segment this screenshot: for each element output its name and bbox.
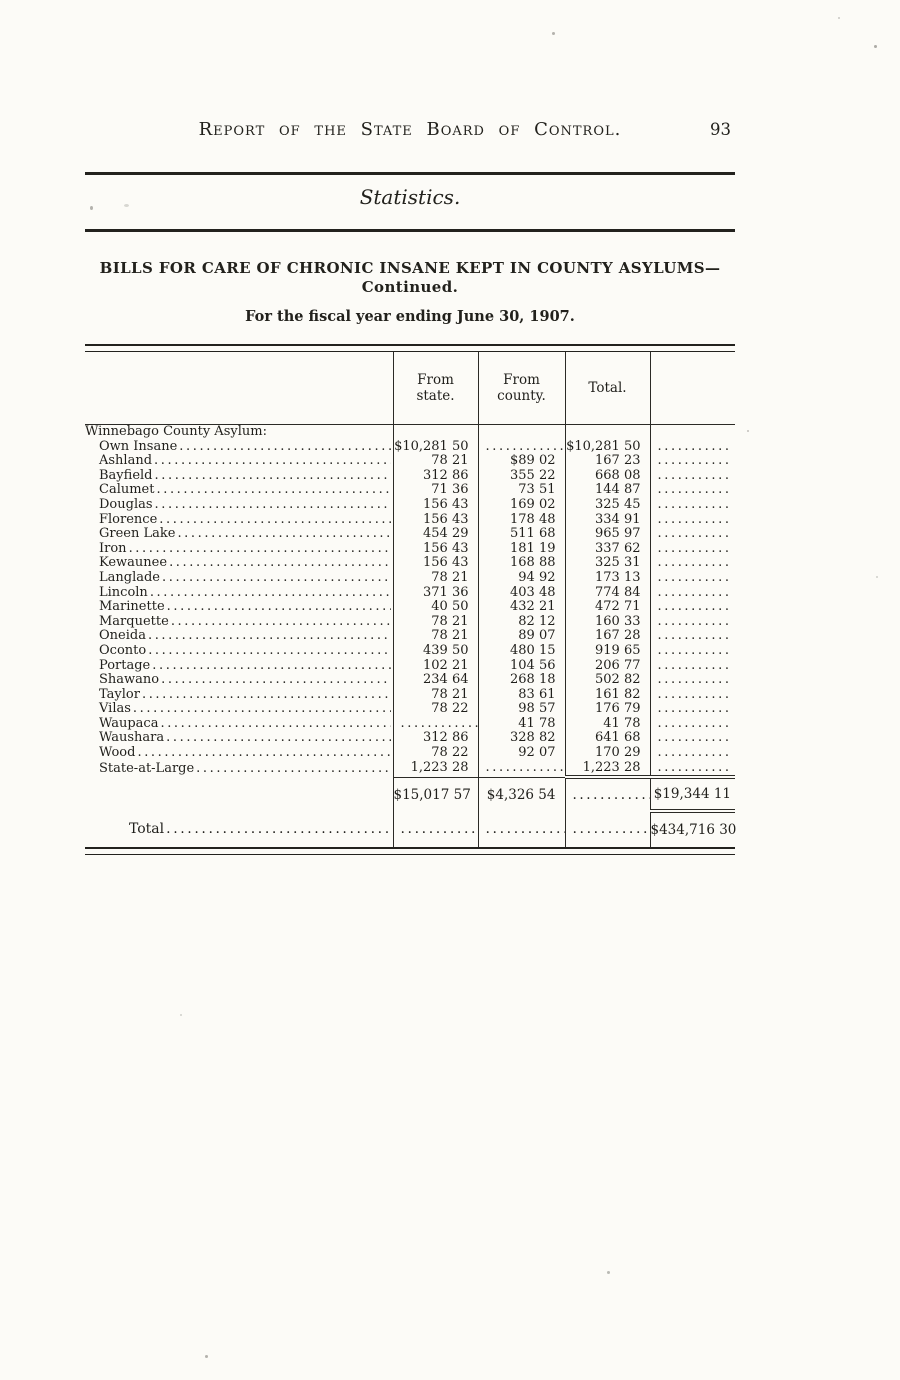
dot-leader <box>162 571 390 586</box>
header-row <box>85 352 735 425</box>
empty-cell <box>565 425 650 440</box>
from-state-cell: 78 22 <box>393 746 478 761</box>
from-county-cell: 432 21 <box>478 600 565 615</box>
table-row <box>85 702 735 717</box>
table-row <box>85 673 735 688</box>
from-county-cell <box>478 761 565 778</box>
from-state-cell <box>393 717 478 732</box>
group-header-label: Winnebago County Asylum: <box>85 425 267 439</box>
county-label: Florence <box>99 512 158 527</box>
from-county-cell: 104 56 <box>478 659 565 674</box>
county-label: Marinette <box>99 600 165 615</box>
from-state-cell: 312 86 <box>393 731 478 746</box>
scan-speck <box>747 430 749 432</box>
county-label-cell <box>85 483 393 498</box>
table-row <box>85 644 735 659</box>
from-county-cell: 355 22 <box>478 469 565 484</box>
scan-speck <box>124 204 129 207</box>
from-county-cell: 41 78 <box>478 717 565 732</box>
table-row <box>85 629 735 644</box>
table-row <box>85 615 735 630</box>
from-state-cell: 78 22 <box>393 702 478 717</box>
grand-cell <box>650 498 735 513</box>
dots-placeholder <box>479 440 565 455</box>
table-row <box>85 586 735 601</box>
table-row <box>85 761 735 778</box>
total-cell: 144 87 <box>565 483 650 498</box>
grand-cell <box>650 454 735 469</box>
grand-cell <box>650 761 735 778</box>
county-label: Portage <box>99 658 151 673</box>
table-row <box>85 440 735 455</box>
from-county-cell: $89 02 <box>478 454 565 469</box>
running-head <box>85 119 735 140</box>
county-label: Green Lake <box>99 527 176 542</box>
grand-cell <box>650 483 735 498</box>
dots-placeholder <box>651 454 732 469</box>
dots-placeholder <box>651 527 732 542</box>
from-state-cell: 439 50 <box>393 644 478 659</box>
from-state-cell: 156 43 <box>393 498 478 513</box>
dots-placeholder <box>651 644 732 659</box>
grand-cell <box>650 615 735 630</box>
total-cell: 160 33 <box>565 615 650 630</box>
grand-cell <box>650 469 735 484</box>
county-label: Taylor <box>99 687 140 702</box>
table-row <box>85 731 735 746</box>
from-state-cell: 78 21 <box>393 629 478 644</box>
total-cell: 337 62 <box>565 542 650 557</box>
subtotal-total-cell <box>565 777 650 811</box>
dot-leader <box>155 498 391 513</box>
county-label: Waupaca <box>99 716 159 731</box>
dot-leader <box>160 717 390 732</box>
total-label-cell <box>85 811 393 847</box>
table-bottom-rule <box>85 847 735 855</box>
document-title-line2: Continued. <box>361 278 459 296</box>
county-label-cell <box>85 527 393 542</box>
total-cell: 641 68 <box>565 731 650 746</box>
from-county-cell: 480 15 <box>478 644 565 659</box>
county-label-cell <box>85 454 393 469</box>
grand-cell <box>650 629 735 644</box>
total-cell: 325 31 <box>565 556 650 571</box>
scan-speck <box>838 17 840 19</box>
dots-placeholder <box>394 717 478 732</box>
from-state-cell: 78 21 <box>393 571 478 586</box>
empty-cell <box>478 425 565 440</box>
group-header-row <box>85 425 735 440</box>
county-label: Iron <box>99 541 127 556</box>
total-cell: 1,223 28 <box>565 761 650 778</box>
county-label: Vilas <box>99 702 131 717</box>
from-county-cell: 181 19 <box>478 542 565 557</box>
header-total: Total. <box>565 352 650 425</box>
county-label-cell <box>85 556 393 571</box>
grand-cell <box>650 600 735 615</box>
page-number: 93 <box>710 120 731 139</box>
from-county-cell: 94 92 <box>478 571 565 586</box>
table-row <box>85 746 735 761</box>
grand-cell <box>650 731 735 746</box>
from-state-cell: 1,223 28 <box>393 761 478 778</box>
county-label-cell <box>85 629 393 644</box>
total-cell: 161 82 <box>565 688 650 703</box>
dots-placeholder <box>651 498 732 513</box>
dots-placeholder <box>651 761 732 776</box>
dot-leader <box>156 483 390 498</box>
from-state-cell: 156 43 <box>393 513 478 528</box>
total-cell: 502 82 <box>565 673 650 688</box>
dot-leader <box>137 746 390 761</box>
dot-leader <box>148 629 391 644</box>
county-label-cell <box>85 717 393 732</box>
table-row <box>85 542 735 557</box>
grand-cell <box>650 440 735 455</box>
from-state-cell: 312 86 <box>393 469 478 484</box>
county-label-cell <box>85 702 393 717</box>
from-state-cell: 71 36 <box>393 483 478 498</box>
grand-cell <box>650 527 735 542</box>
table-row <box>85 513 735 528</box>
grand-cell <box>650 513 735 528</box>
dots-placeholder <box>651 731 732 746</box>
county-label: Shawano <box>99 673 160 688</box>
from-county-cell: 83 61 <box>478 688 565 703</box>
table-header <box>85 352 735 425</box>
from-county-cell: 169 02 <box>478 498 565 513</box>
county-label: Kewaunee <box>99 556 168 571</box>
dots-placeholder <box>651 702 732 717</box>
grand-total-value: $434,716 30 <box>650 811 735 847</box>
dot-leader <box>159 513 390 528</box>
table-row <box>85 454 735 469</box>
dots-placeholder <box>651 440 732 455</box>
total-from-county-cell <box>478 811 565 847</box>
header-from-county: From county. <box>478 352 565 425</box>
subtotal-from-state: $15,017 57 <box>393 777 478 811</box>
table-row <box>85 556 735 571</box>
dots-placeholder <box>479 761 565 776</box>
from-county-cell: 403 48 <box>478 586 565 601</box>
county-label: Calumet <box>99 483 155 498</box>
total-cell: 334 91 <box>565 513 650 528</box>
table-row <box>85 659 735 674</box>
dots-placeholder <box>651 688 732 703</box>
horizontal-rule <box>85 229 735 232</box>
total-cell: 41 78 <box>565 717 650 732</box>
fiscal-year-subtitle: For the fiscal year ending June 30, 1907. <box>245 308 575 325</box>
dots-placeholder <box>651 469 732 484</box>
dots-placeholder <box>651 513 732 528</box>
total-cell: 167 28 <box>565 629 650 644</box>
grand-cell <box>650 717 735 732</box>
county-label-cell <box>85 659 393 674</box>
table-top-rule <box>85 344 735 352</box>
scan-speck <box>90 206 93 210</box>
subtotal-from-county: $4,326 54 <box>478 777 565 811</box>
dots-placeholder <box>651 717 732 732</box>
dot-leader <box>166 731 390 746</box>
table-row <box>85 717 735 732</box>
horizontal-rule <box>85 172 735 175</box>
total-cell: 206 77 <box>565 659 650 674</box>
table-footer <box>85 777 735 847</box>
county-label-cell <box>85 673 393 688</box>
table-row <box>85 469 735 484</box>
dots-placeholder <box>651 483 732 498</box>
total-cell: 774 84 <box>565 586 650 601</box>
county-label-cell <box>85 688 393 703</box>
subtotal-label-cell <box>85 777 393 811</box>
table-row <box>85 483 735 498</box>
from-county-cell: 89 07 <box>478 629 565 644</box>
from-state-cell: 78 21 <box>393 688 478 703</box>
document-title <box>85 259 735 297</box>
from-county-cell: 511 68 <box>478 527 565 542</box>
county-label-cell <box>85 761 393 778</box>
grand-cell <box>650 746 735 761</box>
dot-leader <box>154 454 390 469</box>
county-label-cell <box>85 513 393 528</box>
scan-speck <box>180 1014 182 1016</box>
header-from-state: From state. <box>393 352 478 425</box>
county-label: Wood <box>99 746 136 761</box>
dot-leader <box>152 659 390 674</box>
from-state-cell: 454 29 <box>393 527 478 542</box>
total-label: Total <box>129 821 165 838</box>
from-state-cell: 78 21 <box>393 615 478 630</box>
dot-leader <box>150 586 391 601</box>
from-county-cell: 98 57 <box>478 702 565 717</box>
dot-leader <box>129 542 391 557</box>
subtotal-grand-total: $19,344 11 <box>650 777 735 811</box>
county-label-cell <box>85 731 393 746</box>
from-state-cell: 102 21 <box>393 659 478 674</box>
from-state-cell: 156 43 <box>393 556 478 571</box>
total-cell: 170 29 <box>565 746 650 761</box>
scan-speck <box>874 45 877 48</box>
grand-cell <box>650 542 735 557</box>
dots-placeholder <box>651 600 732 615</box>
total-cell: 167 23 <box>565 454 650 469</box>
table-body <box>85 425 735 778</box>
county-label: Ashland <box>99 454 153 469</box>
empty-cell <box>393 425 478 440</box>
grand-cell <box>650 659 735 674</box>
county-label-cell <box>85 746 393 761</box>
dots-placeholder <box>651 571 732 586</box>
county-label: Oconto <box>99 643 147 658</box>
county-label: Oneida <box>99 629 146 644</box>
section-title: Statistics. <box>359 185 461 209</box>
total-total-cell <box>565 811 650 847</box>
from-county-cell: 82 12 <box>478 615 565 630</box>
scan-speck <box>552 32 555 35</box>
total-row <box>85 811 735 847</box>
table-row <box>85 527 735 542</box>
grand-cell <box>650 556 735 571</box>
total-cell: 173 13 <box>565 571 650 586</box>
county-label-cell <box>85 440 393 455</box>
scan-speck <box>205 1355 208 1358</box>
page-header-title: Report of the State Board of Control. <box>198 119 622 140</box>
county-label-cell <box>85 600 393 615</box>
county-label-cell <box>85 644 393 659</box>
total-cell: 472 71 <box>565 600 650 615</box>
total-cell: 176 79 <box>565 702 650 717</box>
subtotal-row <box>85 777 735 811</box>
from-state-cell: 40 50 <box>393 600 478 615</box>
dot-leader <box>155 469 391 484</box>
dots-placeholder <box>651 556 732 571</box>
group-label-cell <box>85 425 393 440</box>
from-state-cell: $10,281 50 <box>393 440 478 455</box>
from-county-cell: 168 88 <box>478 556 565 571</box>
document-title-line1: BILLS FOR CARE OF CHRONIC INSANE KEPT IN COUNTY ASYLUMS— <box>99 259 721 277</box>
county-label: Langlade <box>99 570 161 585</box>
grand-cell <box>650 702 735 717</box>
grand-cell <box>650 586 735 601</box>
dot-leader <box>171 615 391 630</box>
total-from-state-cell <box>393 811 478 847</box>
from-county-cell: 92 07 <box>478 746 565 761</box>
county-label: Waushara <box>99 731 165 746</box>
total-cell: 919 65 <box>565 644 650 659</box>
county-label: Own Insane <box>99 439 178 454</box>
county-label-cell <box>85 542 393 557</box>
dot-leader <box>161 673 390 688</box>
from-state-cell: 156 43 <box>393 542 478 557</box>
header-grand-column <box>650 352 735 425</box>
from-county-cell: 268 18 <box>478 673 565 688</box>
dots-placeholder <box>651 542 732 557</box>
county-label-cell <box>85 571 393 586</box>
bills-table <box>85 352 735 847</box>
table-row <box>85 498 735 513</box>
header-county-column <box>85 352 393 425</box>
table-row <box>85 571 735 586</box>
county-label-cell <box>85 615 393 630</box>
from-state-cell: 234 64 <box>393 673 478 688</box>
dot-leader <box>148 644 390 659</box>
dots-placeholder <box>651 746 732 761</box>
statistics-table <box>85 344 735 855</box>
dot-leader <box>169 556 390 571</box>
dots-placeholder <box>651 659 732 674</box>
grand-cell <box>650 688 735 703</box>
from-county-cell: 73 51 <box>478 483 565 498</box>
county-label: Bayfield <box>99 468 153 483</box>
total-cell: 668 08 <box>565 469 650 484</box>
total-cell: 965 97 <box>565 527 650 542</box>
dot-leader <box>167 600 391 615</box>
dot-leader <box>133 702 391 717</box>
from-county-cell: 328 82 <box>478 731 565 746</box>
county-label: Douglas <box>99 497 153 512</box>
scan-speck <box>876 576 878 578</box>
dots-placeholder <box>651 615 732 630</box>
dots-placeholder <box>651 629 732 644</box>
dots-placeholder <box>651 586 732 601</box>
county-label: Lincoln <box>99 585 148 600</box>
county-label-cell <box>85 498 393 513</box>
from-county-cell: 178 48 <box>478 513 565 528</box>
county-label-cell <box>85 469 393 484</box>
scan-speck <box>607 1271 610 1274</box>
dot-leader <box>142 688 391 703</box>
county-label-cell <box>85 586 393 601</box>
grand-cell <box>650 571 735 586</box>
county-label: State-at-Large <box>99 761 195 776</box>
table-row <box>85 600 735 615</box>
dot-leader <box>166 821 390 837</box>
county-label: Marquette <box>99 614 169 629</box>
dot-leader <box>177 527 390 542</box>
from-county-cell <box>478 440 565 455</box>
dots-placeholder <box>651 673 732 688</box>
empty-cell <box>650 425 735 440</box>
grand-cell <box>650 644 735 659</box>
dot-leader <box>179 440 390 455</box>
from-state-cell: 78 21 <box>393 454 478 469</box>
from-state-cell: 371 36 <box>393 586 478 601</box>
table-row <box>85 688 735 703</box>
grand-cell <box>650 673 735 688</box>
dot-leader <box>196 762 390 777</box>
total-cell: 325 45 <box>565 498 650 513</box>
total-cell: $10,281 50 <box>565 440 650 455</box>
